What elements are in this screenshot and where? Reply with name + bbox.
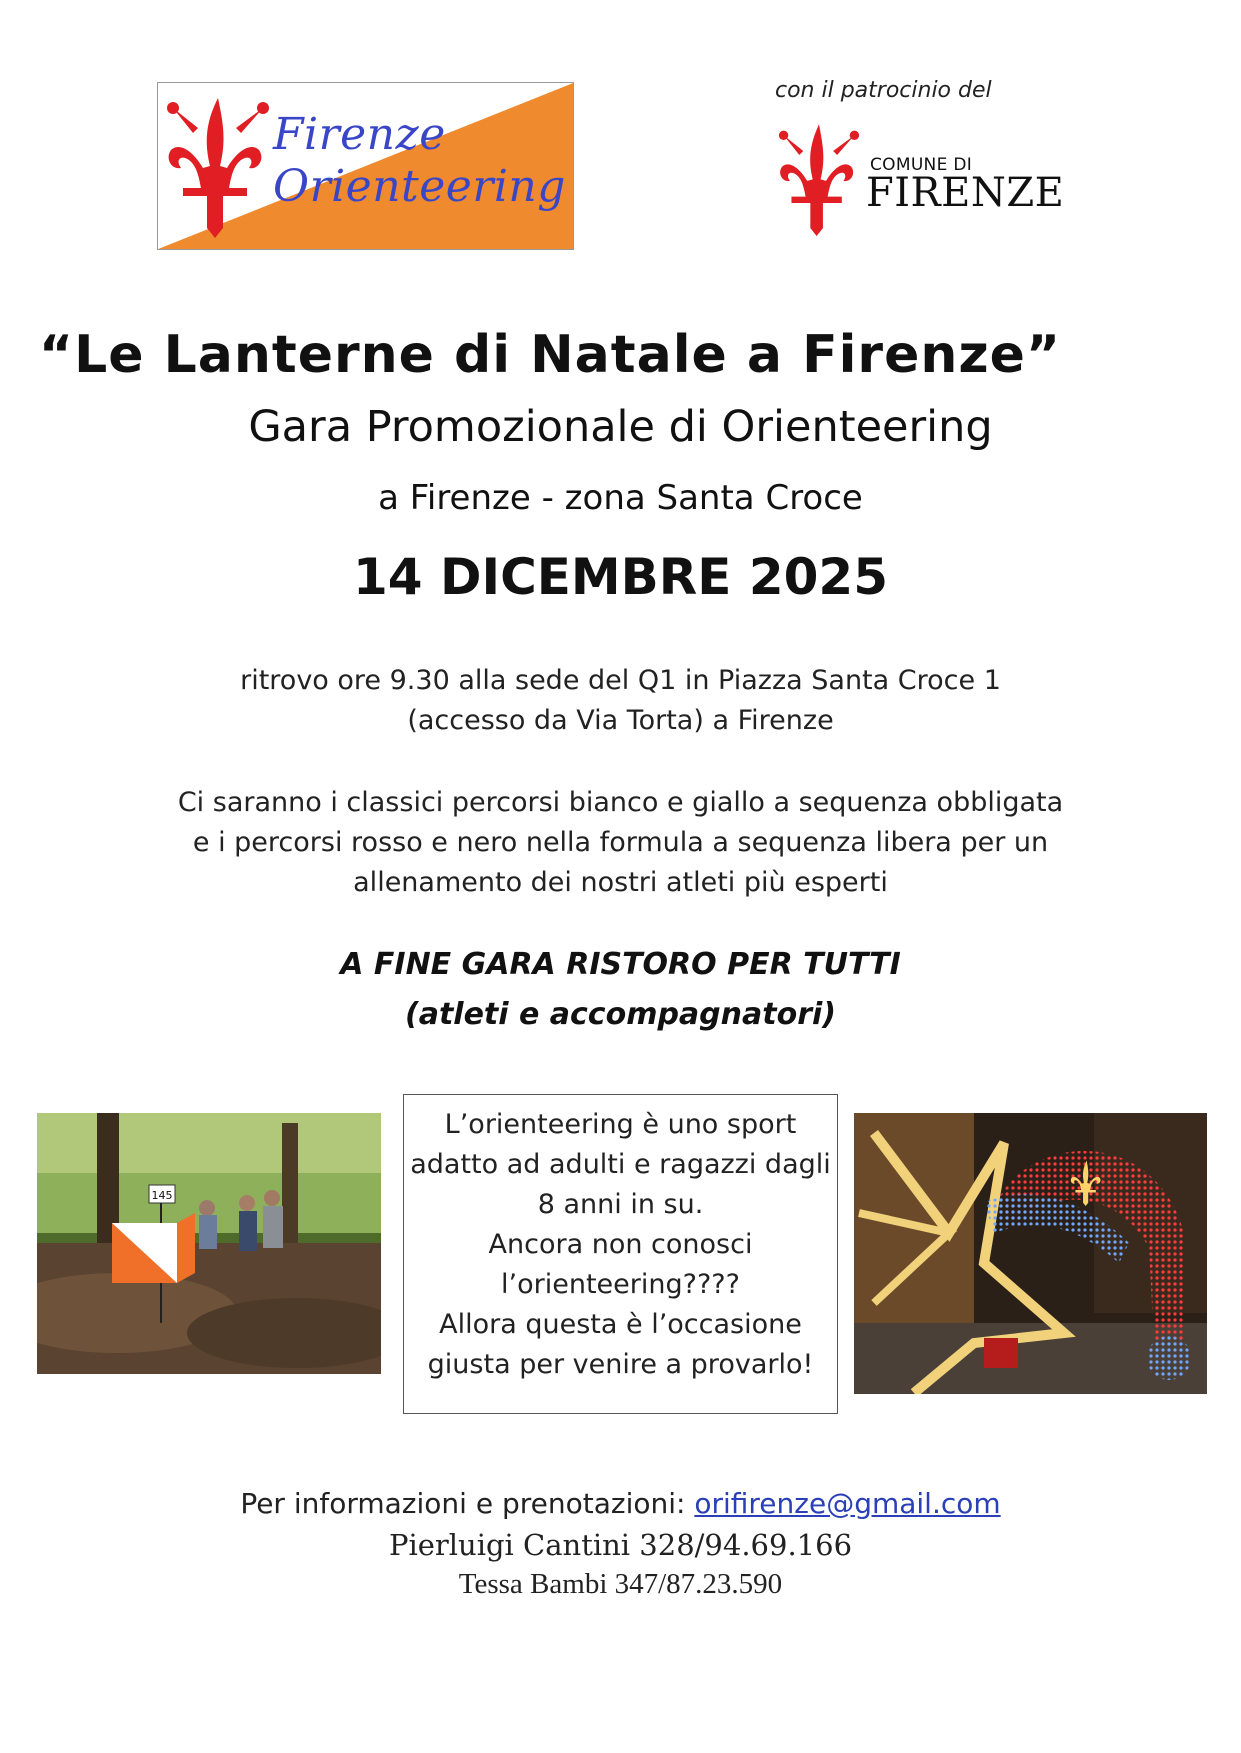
- info-line: adatto ad adulti e ragazzi dagli: [410, 1149, 831, 1180]
- courses-line-2: e i percorsi rosso e nero nella formula a sequenza libera per un: [192, 827, 1049, 858]
- firenze-label: FIRENZE: [866, 170, 1065, 216]
- event-date: 14 DICEMBRE 2025: [352, 548, 889, 606]
- info-line: Ancora non conosci: [488, 1229, 753, 1260]
- refreshment-notice: [0, 940, 1241, 1040]
- refreshment-line-1: A FINE GARA RISTORO PER TUTTI: [340, 947, 901, 982]
- event-location: a Firenze - zona Santa Croce: [378, 478, 863, 518]
- refreshment-line-2: (atleti e accompagnatori): [404, 997, 836, 1032]
- info-line: L’orienteering è uno sport: [444, 1109, 797, 1140]
- contact-person-1: Pierluigi Cantini 328/94.69.166: [388, 1528, 853, 1562]
- info-line: 8 anni in su.: [537, 1189, 704, 1220]
- event-title: “Le Lanterne di Natale a Firenze”: [38, 325, 1062, 385]
- logo-line-firenze: Firenze: [273, 109, 446, 160]
- contact-info: [0, 1487, 1241, 1520]
- meeting-line-1: ritrovo ore 9.30 alla sede del Q1 in Piazza Santa Croce 1: [240, 665, 1001, 696]
- comune-lily-icon: [773, 118, 865, 240]
- info-line: l’orienteering????: [501, 1269, 740, 1300]
- christmas-lights-photo: [854, 1113, 1207, 1394]
- flag-number: 145: [151, 1189, 173, 1202]
- courses-info: [0, 783, 1241, 903]
- courses-line-1: Ci saranno i classici percorsi bianco e giallo a sequenza obbligata: [177, 787, 1064, 818]
- email-link[interactable]: orifirenze@gmail.com: [694, 1487, 1001, 1520]
- patrocinio-caption: con il patrocinio del: [775, 78, 992, 103]
- info-line: giusta per venire a provarlo!: [427, 1349, 814, 1380]
- info-box: [403, 1094, 838, 1414]
- firenze-orienteering-logo: [157, 82, 574, 250]
- comune-di-label: COMUNE DI: [870, 155, 973, 175]
- info-line: Allora questa è l’occasione: [439, 1309, 802, 1340]
- contact-person-2: Tessa Bambi 347/87.23.590: [458, 1568, 783, 1600]
- contact-label: Per informazioni e prenotazioni:: [240, 1487, 695, 1520]
- orienteering-photo: [37, 1113, 381, 1374]
- logo-line-orienteering: Orienteering: [273, 161, 566, 212]
- meeting-line-2: (accesso da Via Torta) a Firenze: [407, 705, 834, 736]
- event-subtitle: Gara Promozionale di Orienteering: [248, 402, 993, 452]
- meeting-info: [0, 661, 1241, 741]
- courses-line-3: allenamento dei nostri atleti più esperti: [353, 867, 888, 898]
